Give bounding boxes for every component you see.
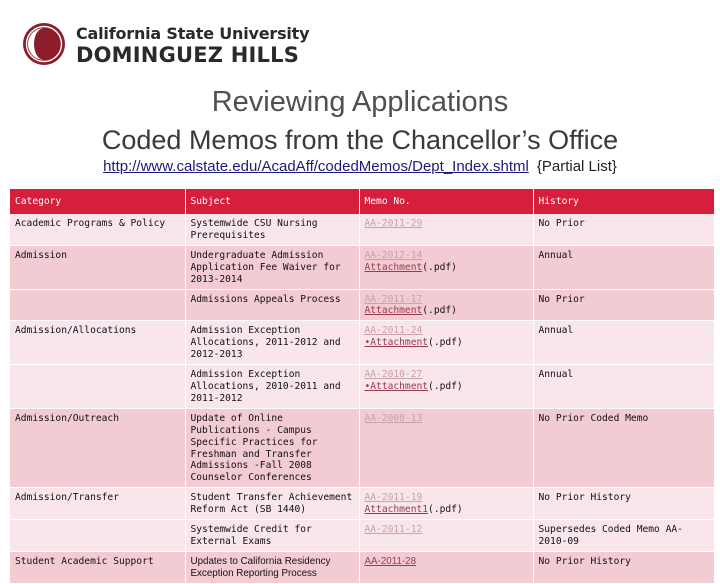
cell-subject: Systemwide CSU Nursing Prerequisites [185, 214, 359, 245]
table-row [10, 289, 714, 321]
cell-category: Admission/Outreach [10, 408, 185, 487]
cell-memo [359, 321, 533, 365]
cell-history: Supersedes Coded Memo AA-2010-09 [533, 520, 714, 552]
cell-category: Admission/Transfer [10, 488, 185, 520]
memo-link[interactable]: AA-2010-27 [364, 369, 423, 381]
memo-link[interactable]: AA-2011-24 [364, 325, 423, 337]
cell-subject: Updates to California Residency Exception Reporting Process [185, 551, 359, 583]
cell-history: No Prior [533, 289, 714, 321]
partial-list-note: {Partial List} [536, 158, 617, 175]
attachment-ext: (.pdf) [428, 337, 463, 349]
attachment-ext: (.pdf) [422, 261, 457, 273]
attachment-link[interactable]: Attachment [364, 261, 423, 273]
cell-history: Annual [533, 321, 714, 365]
university-logo [22, 22, 310, 67]
cell-memo [359, 245, 533, 289]
cell-category [10, 520, 185, 552]
table-row [10, 321, 714, 365]
cell-category: Academic Programs & Policy [10, 214, 185, 245]
header-history: History [533, 189, 714, 214]
header-subject: Subject [185, 189, 359, 214]
cell-history: Annual [533, 245, 714, 289]
cell-category: Student Academic Support [10, 551, 185, 583]
cell-memo [359, 408, 533, 487]
source-line [0, 158, 720, 175]
coded-memos-link[interactable]: http://www.calstate.edu/AcadAff/codedMemos/Dept_Index.shtml [103, 158, 529, 175]
cell-memo [359, 214, 533, 245]
attachment-link[interactable]: •Attachment [364, 380, 429, 392]
cell-memo [359, 488, 533, 520]
logo-university-name: California State University [76, 24, 310, 43]
attachment-ext: (.pdf) [428, 380, 463, 392]
memo-link[interactable]: AA-2011-17 [364, 293, 423, 305]
header-memo-no: Memo No. [359, 189, 533, 214]
table-row [10, 214, 714, 245]
cell-subject: Admission Exception Allocations, 2010-2011 and 2011-2012 [185, 365, 359, 409]
table-row [10, 520, 714, 552]
cell-category [10, 289, 185, 321]
slide-subtitle: Coded Memos from the Chancellor’s Office [101, 125, 619, 155]
table-row [10, 551, 714, 583]
cell-memo [359, 365, 533, 409]
cell-memo [359, 520, 533, 552]
cell-history: Annual [533, 365, 714, 409]
cell-subject: Admissions Appeals Process [185, 289, 359, 321]
cell-history: No Prior [533, 214, 714, 245]
cell-history: No Prior Coded Memo [533, 408, 714, 487]
cell-category: Admission [10, 245, 185, 289]
table-row [10, 408, 714, 487]
memo-link[interactable]: AA-2011-29 [364, 218, 423, 229]
cell-history: No Prior History [533, 488, 714, 520]
cell-category: Admission/Allocations [10, 321, 185, 365]
table-header-row [10, 189, 714, 214]
memo-link[interactable]: AA-2008-13 [364, 412, 423, 424]
cell-category [10, 365, 185, 409]
slide-title: Reviewing Applications [211, 86, 509, 118]
coded-memos-table [10, 189, 715, 584]
attachment-link[interactable]: Attachment1 [364, 504, 429, 516]
attachment-ext: (.pdf) [428, 504, 463, 516]
attachment-link[interactable]: •Attachment [364, 337, 429, 349]
cell-memo [359, 289, 533, 321]
cell-subject: Admission Exception Allocations, 2011-2012 and 2012-2013 [185, 321, 359, 365]
cell-history: No Prior History [533, 551, 714, 583]
cell-subject: Undergraduate Admission Application Fee Waiver for 2013-2014 [185, 245, 359, 289]
logo-campus-name: DOMINGUEZ HILLS [76, 43, 300, 67]
table-row [10, 488, 714, 520]
cell-memo [359, 551, 533, 583]
table-row [10, 365, 714, 409]
header-category: Category [10, 189, 185, 214]
memo-link[interactable]: AA-2011-12 [364, 524, 423, 536]
attachment-ext: (.pdf) [422, 305, 457, 317]
table-row [10, 245, 714, 289]
cell-subject: Update of Online Publications - Campus Specific Practices for Freshman and Transfer Admissions -Fall 2008 Counselor Conferences [185, 408, 359, 487]
cell-subject: Student Transfer Achievement Reform Act (SB 1440) [185, 488, 359, 520]
memo-link[interactable]: AA-2012-14 [364, 249, 423, 261]
cell-subject: Systemwide Credit for External Exams [185, 520, 359, 552]
memo-link[interactable]: AA-2011-28 [364, 555, 417, 567]
attachment-link[interactable]: Attachment [364, 305, 423, 317]
memo-link[interactable]: AA-2011-19 [364, 492, 423, 504]
csudh-seal-icon [22, 22, 66, 66]
